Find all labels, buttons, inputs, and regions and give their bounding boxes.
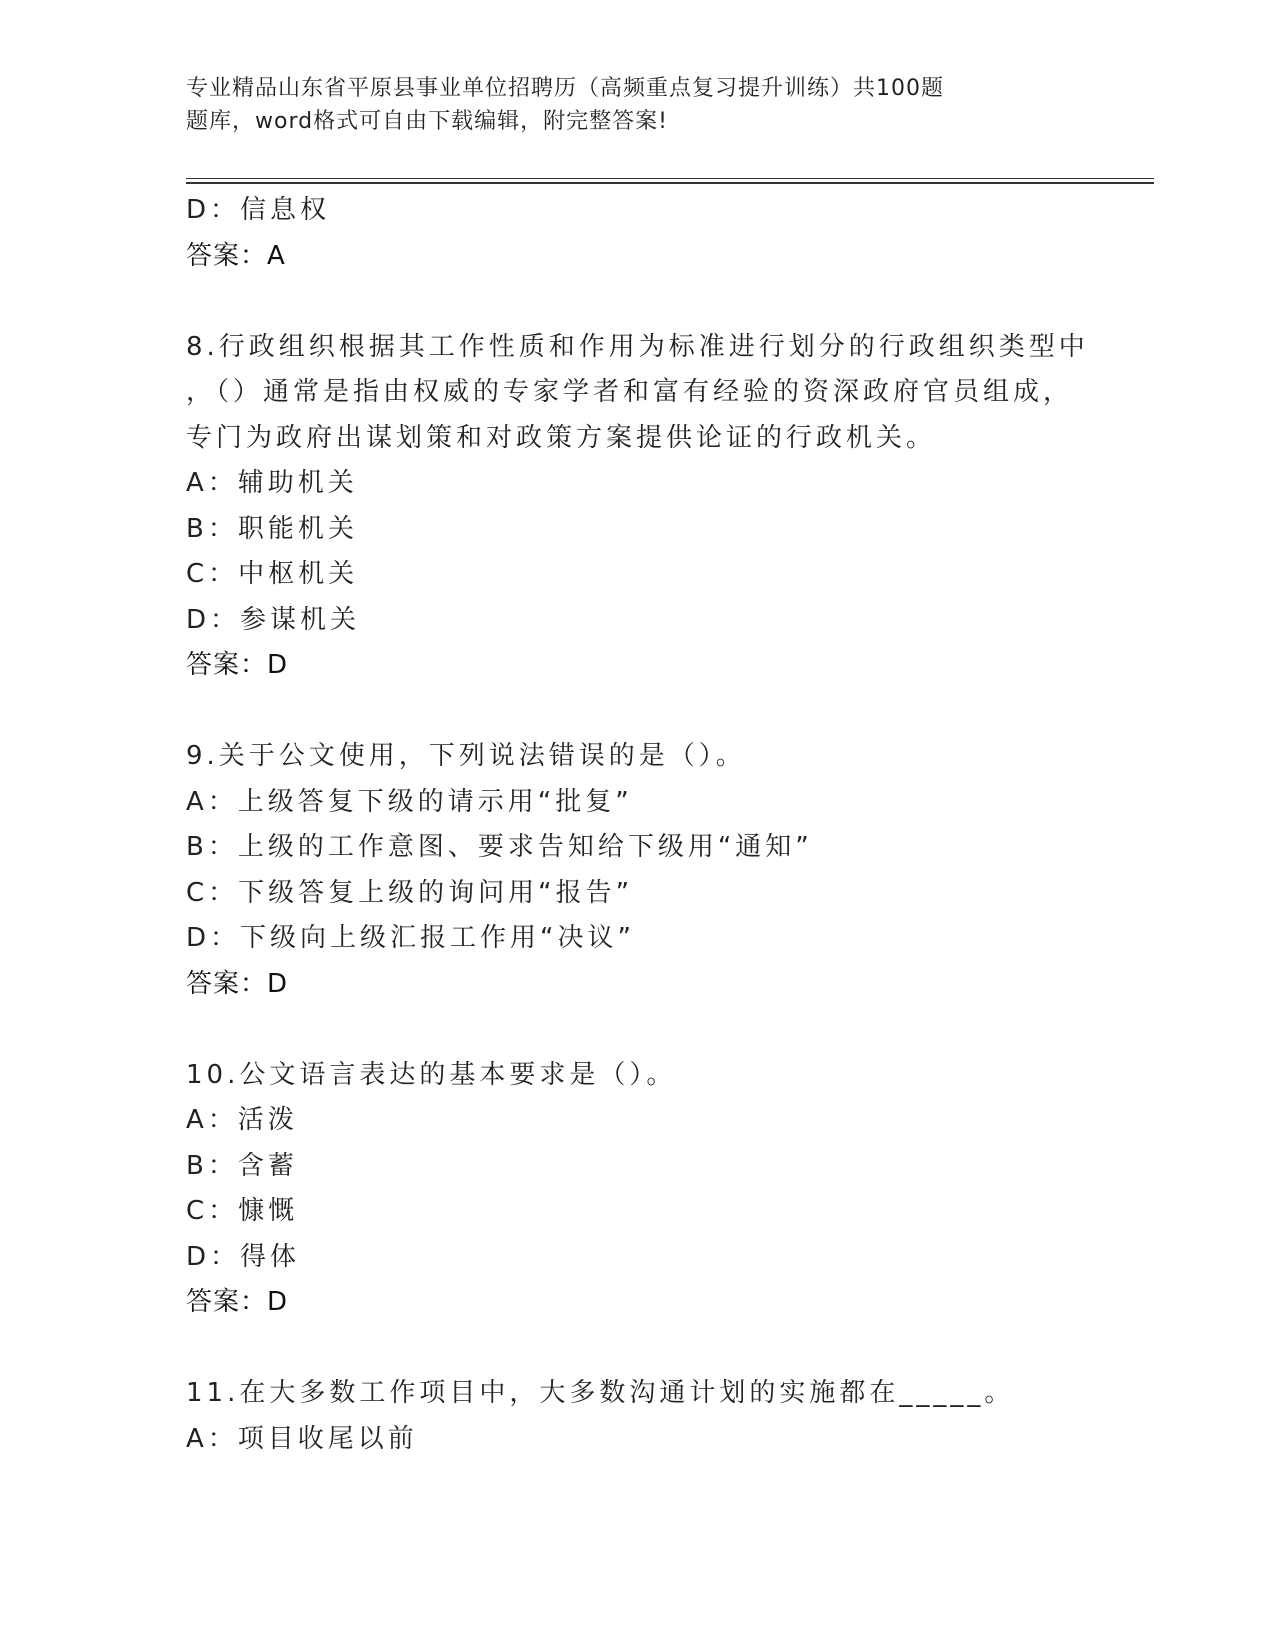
- header-divider-thin: [186, 178, 1154, 179]
- option-a: A：上级答复下级的请示用“批复”: [186, 786, 633, 817]
- spacer: [186, 689, 1154, 735]
- spacer: [186, 1007, 1154, 1053]
- question-stem-line: ，（）通常是指由权威的专家学者和富有经验的资深政府官员组成，: [186, 377, 1074, 407]
- option-b: B：上级的工作意图、要求告知给下级用“通知”: [186, 832, 813, 862]
- option-d: D：信息权: [186, 195, 331, 225]
- option-d: D：得体: [186, 1241, 301, 1272]
- header-title-line-1: 专业精品山东省平原县事业单位招聘历（高频重点复习提升训练）共100题: [186, 76, 944, 101]
- option-b: B：职能机关: [186, 513, 358, 544]
- spacer: [186, 1326, 1154, 1372]
- option-d: D：参谋机关: [186, 604, 361, 635]
- answer-line: 答案：D: [186, 968, 289, 999]
- question-stem-line: 11.在大多数工作项目中，大多数沟通计划的实施都在_____。: [186, 1378, 1015, 1408]
- header-divider-thick: [186, 182, 1154, 184]
- question-stem-line: 10.公文语言表达的基本要求是（）。: [186, 1059, 677, 1090]
- answer-line: 答案：A: [186, 240, 286, 271]
- question-block: [186, 1053, 1154, 1326]
- question-block: [186, 734, 1154, 1007]
- option-b: B：含蓄: [186, 1150, 298, 1181]
- header-title-line-2: 题库，word格式可自由下载编辑，附完整答案!: [186, 109, 668, 134]
- spacer: [186, 279, 1154, 325]
- question-stem-line: 9.关于公文使用，下列说法错误的是（）。: [186, 741, 746, 771]
- question-content: [186, 188, 1154, 1462]
- question-block: [186, 325, 1154, 689]
- answer-line: 答案：D: [186, 650, 289, 680]
- answer-line: 答案：D: [186, 1287, 289, 1317]
- option-d: D：下级向上级汇报工作用“决议”: [186, 923, 635, 953]
- option-c: C：中枢机关: [186, 559, 359, 589]
- option-c: C：慷慨: [186, 1196, 299, 1226]
- option-a: A：项目收尾以前: [186, 1423, 418, 1454]
- option-c: C：下级答复上级的询问用“报告”: [186, 877, 634, 908]
- option-a: A：活泼: [186, 1105, 298, 1135]
- question-stem-line: 专门为政府出谋划策和对政策方案提供论证的行政机关。: [186, 422, 937, 453]
- document-header: [186, 72, 1026, 138]
- question-block: [186, 1371, 1154, 1462]
- question-stem-line: 8.行政组织根据其工作性质和作用为标准进行划分的行政组织类型中: [186, 331, 1089, 362]
- option-a: A：辅助机关: [186, 468, 358, 498]
